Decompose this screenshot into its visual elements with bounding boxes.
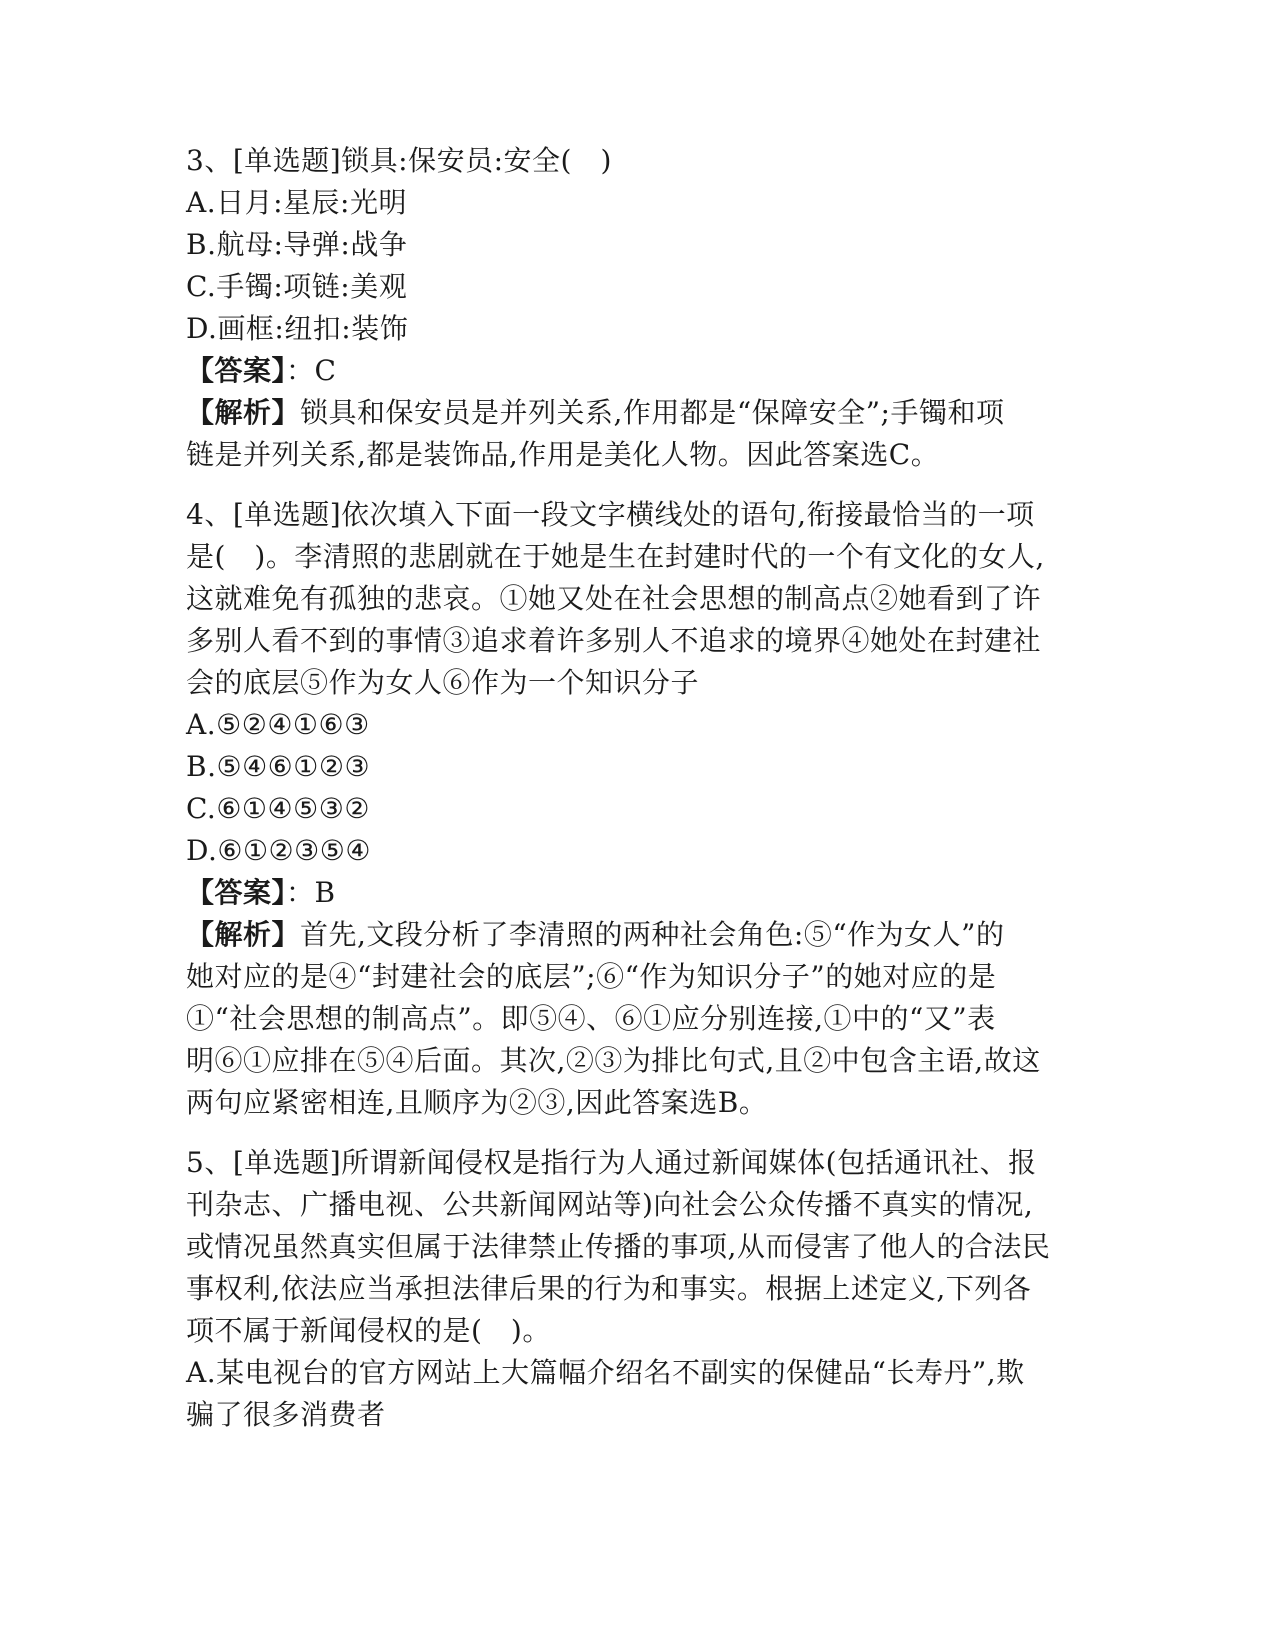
answer-label: 【答案】 bbox=[186, 876, 287, 909]
question-stem-line: 这就难免有孤独的悲哀。①她又处在社会思想的制高点②她看到了许 bbox=[186, 582, 1042, 615]
answer-value: ：C bbox=[286, 354, 337, 387]
question-stem-line: 或情况虽然真实但属于法律禁止传播的事项,从而侵害了他人的合法民 bbox=[186, 1230, 1051, 1263]
question-stem-line: 是( )。李清照的悲剧就在于她是生在封建时代的一个有文化的女人, bbox=[186, 540, 1045, 573]
option-a: A.⑤②④①⑥③ bbox=[186, 708, 370, 741]
question-3 bbox=[186, 140, 1066, 476]
question-stem-line: 刊杂志、广播电视、公共新闻网站等)向社会公众传播不真实的情况, bbox=[186, 1188, 1034, 1221]
analysis-text: 锁具和保安员是并列关系,作用都是“保障安全”;手镯和项 bbox=[300, 396, 1005, 429]
analysis-label: 【解析】 bbox=[186, 396, 301, 429]
question-stem-line: 3、[单选题]锁具:保安员:安全( ) bbox=[186, 144, 612, 177]
option-c: C.⑥①④⑤③② bbox=[186, 792, 370, 825]
analysis-line: 两句应紧密相连,且顺序为②③,因此答案选B。 bbox=[186, 1086, 768, 1119]
question-stem-line: 5、[单选题]所谓新闻侵权是指行为人通过新闻媒体(包括通讯社、报 bbox=[186, 1146, 1037, 1179]
question-stem-line: 4、[单选题]依次填入下面一段文字横线处的语句,衔接最恰当的一项 bbox=[186, 498, 1035, 531]
analysis-line bbox=[186, 914, 1066, 956]
option-a-continued: 骗了很多消费者 bbox=[186, 1398, 386, 1431]
question-stem-line: 多别人看不到的事情③追求着许多别人不追求的境界④她处在封建社 bbox=[186, 624, 1042, 657]
option-d: D.⑥①②③⑤④ bbox=[186, 834, 371, 867]
document-page bbox=[186, 140, 1066, 1436]
option-a: A.某电视台的官方网站上大篇幅介绍名不副实的保健品“长寿丹”,欺 bbox=[186, 1356, 1025, 1389]
question-4 bbox=[186, 494, 1066, 1124]
analysis-line: 明⑥①应排在⑤④后面。其次,②③为排比句式,且②中包含主语,故这 bbox=[186, 1044, 1041, 1077]
option-b: B.航母:导弹:战争 bbox=[186, 228, 408, 261]
question-stem-line: 事权利,依法应当承担法律后果的行为和事实。根据上述定义,下列各 bbox=[186, 1272, 1032, 1305]
answer-value: ：B bbox=[286, 876, 336, 909]
answer-line bbox=[186, 350, 1066, 392]
analysis-line: ①“社会思想的制高点”。即⑤④、⑥①应分别连接,①中的“又”表 bbox=[186, 1002, 996, 1035]
option-a: A.日月:星辰:光明 bbox=[186, 186, 407, 219]
question-5 bbox=[186, 1142, 1066, 1436]
analysis-line: 链是并列关系,都是装饰品,作用是美化人物。因此答案选C。 bbox=[186, 438, 940, 471]
analysis-line: 她对应的是④“封建社会的底层”;⑥“作为知识分子”的她对应的是 bbox=[186, 960, 997, 993]
analysis-line bbox=[186, 392, 1066, 434]
option-b: B.⑤④⑥①②③ bbox=[186, 750, 371, 783]
option-c: C.手镯:项链:美观 bbox=[186, 270, 408, 303]
answer-label: 【答案】 bbox=[186, 354, 287, 387]
question-stem-line: 项不属于新闻侵权的是( )。 bbox=[186, 1314, 551, 1347]
analysis-label: 【解析】 bbox=[186, 918, 301, 951]
question-stem-line: 会的底层⑤作为女人⑥作为一个知识分子 bbox=[186, 666, 700, 699]
analysis-text: 首先,文段分析了李清照的两种社会角色:⑤“作为女人”的 bbox=[300, 918, 1005, 951]
option-d: D.画框:纽扣:装饰 bbox=[186, 312, 409, 345]
answer-line bbox=[186, 872, 1066, 914]
